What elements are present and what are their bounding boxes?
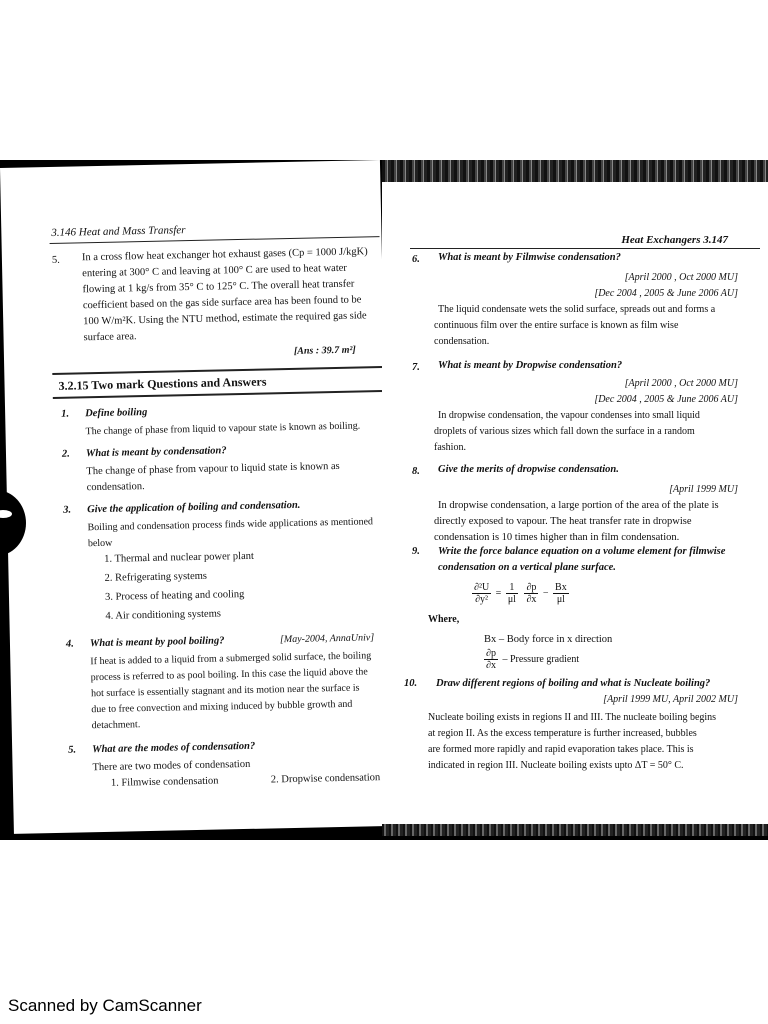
q3-answer: Boiling and condensation process finds wide applications as mentioned below <box>87 516 374 550</box>
q5-question: What are the modes of condensation? <box>92 740 256 756</box>
problem-number: 5. <box>51 254 60 266</box>
q5-number: 5. <box>68 744 77 756</box>
definition-body-force: Bx – Body force in x direction <box>484 634 613 645</box>
left-page <box>0 160 394 834</box>
q4-question: What is meant by pool boiling? <box>89 635 225 650</box>
book-spread <box>0 160 768 840</box>
q1-answer: The change of phase from liquid to vapour state is known as boiling. <box>85 420 361 438</box>
q3-number: 3. <box>63 504 72 516</box>
right-page <box>382 160 768 836</box>
q8-answer: In dropwise condensation, a large portion of the area of the plate is directly exposed to vapour. The heat transfer rate in dropwise condensation is 10 times higher than in film condensation. <box>434 500 719 543</box>
q2-number: 2. <box>61 448 70 460</box>
scanner-watermark: Scanned by CamScanner <box>8 996 202 1015</box>
definition-pressure-gradient: $\frac{\partial p}{\partial x}$ – Pressure gradient <box>486 648 580 671</box>
where-label: Where, <box>428 614 460 625</box>
page-edge-noise <box>382 160 768 182</box>
q6-reference-1: [April 2000 , Oct 2000 MU] <box>624 272 738 283</box>
q10-number: 10. <box>404 678 418 689</box>
q3-question: Give the application of boiling and condensation. <box>87 499 301 516</box>
force-balance-equation: $\frac{\text{∂²U}}{\text{∂y²}}$ = $\frac{1}{\mu l}$ $\frac{\partial p}{\partial x}$ − $\frac{Bx}{\mu l}$ <box>474 582 567 605</box>
section-title: 3.2.15 Two mark Questions and Answers <box>58 374 267 393</box>
q6-number: 6. <box>412 254 420 265</box>
q7-number: 7. <box>412 362 420 373</box>
q2-question: What is meant by condensation? <box>85 445 227 460</box>
list-item: 1. Thermal and nuclear power plant <box>104 550 254 565</box>
q2-answer: The change of phase from vapour to liquid state is known as condensation. <box>86 460 340 494</box>
q10-answer: Nucleate boiling exists in regions II and III. The nucleate boiling begins at region II. As the excess temperature is further increased, bubbles are formed more rapidly and rapid evaporation takes place. This is indicated in region III. Nucleate boiling exists upto ΔT = 50° C. <box>428 712 717 771</box>
section-rule-top <box>52 366 382 375</box>
q4-reference: [May-2004, AnnaUniv] <box>279 632 375 646</box>
q9-number: 9. <box>412 546 420 557</box>
list-item: 4. Air conditioning systems <box>105 608 222 622</box>
q4-answer: If heat is added to a liquid from a submerged solid surface, the boiling process is referred to as pool boiling. In this case the liquid above the hot surface is essentially stagnant and its motion near the surface is due to free convection and mixing induced by bubble growth and detachment. <box>90 650 372 732</box>
q8-number: 8. <box>412 466 420 477</box>
q1-question: Define boiling <box>85 406 148 420</box>
q1-number: 1. <box>61 408 70 420</box>
q6-answer: The liquid condensate wets the solid surface, spreads out and forms a continuous film over the entire surface is known as film wise condensation. <box>434 304 716 347</box>
list-item: 3. Process of heating and cooling <box>104 588 245 603</box>
mode-1: 1. Filmwise condensation <box>110 775 219 789</box>
q8-question: Give the merits of dropwise condensation. <box>438 464 619 475</box>
problem-answer: [Ans : 39.7 m²] <box>293 344 356 357</box>
q7-reference-1: [April 2000 , Oct 2000 MU] <box>624 378 738 389</box>
header-rule <box>410 248 760 249</box>
q7-reference-2: [Dec 2004 , 2005 & June 2006 AU] <box>594 394 738 405</box>
q4-number: 4. <box>65 638 74 650</box>
q7-answer: In dropwise condensation, the vapour condenses into small liquid droplets of various sizes which fall down the surface in a random fashion. <box>434 410 700 453</box>
right-running-head: Heat Exchangers 3.147 <box>621 234 728 246</box>
left-running-head: 3.146 Heat and Mass Transfer <box>51 224 186 239</box>
q7-question: What is meant by Dropwise condensation? <box>438 360 623 371</box>
q8-reference: [April 1999 MU] <box>669 484 738 495</box>
q6-reference-2: [Dec 2004 , 2005 & June 2006 AU] <box>594 288 738 299</box>
mode-2: 2. Dropwise condensation <box>270 772 381 786</box>
q10-reference: [April 1999 MU, April 2002 MU] <box>603 694 738 705</box>
list-item: 2. Refrigerating systems <box>104 570 208 584</box>
q10-question: Draw different regions of boiling and what is Nucleate boiling? <box>436 678 711 689</box>
page-bottom-edge <box>382 824 768 836</box>
q9-question: Write the force balance equation on a volume element for filmwise condensation on a vertical plane surface. <box>438 546 726 573</box>
q5-answer: There are two modes of condensation <box>92 758 251 774</box>
problem-text: In a cross flow heat exchanger hot exhaust gases (Cp = 1000 J/kgK) entering at 300° C and leaving at 100° C are used to heat water flowing at 1 kg/s from 35° C to 125° C. The overall heat transfer coefficient based on the gas side surface area has been found to be 100 W/m²K. Using the NTU method, estimate the required gas side surface area. <box>81 246 368 344</box>
q6-question: What is meant by Filmwise condensation? <box>438 252 621 263</box>
